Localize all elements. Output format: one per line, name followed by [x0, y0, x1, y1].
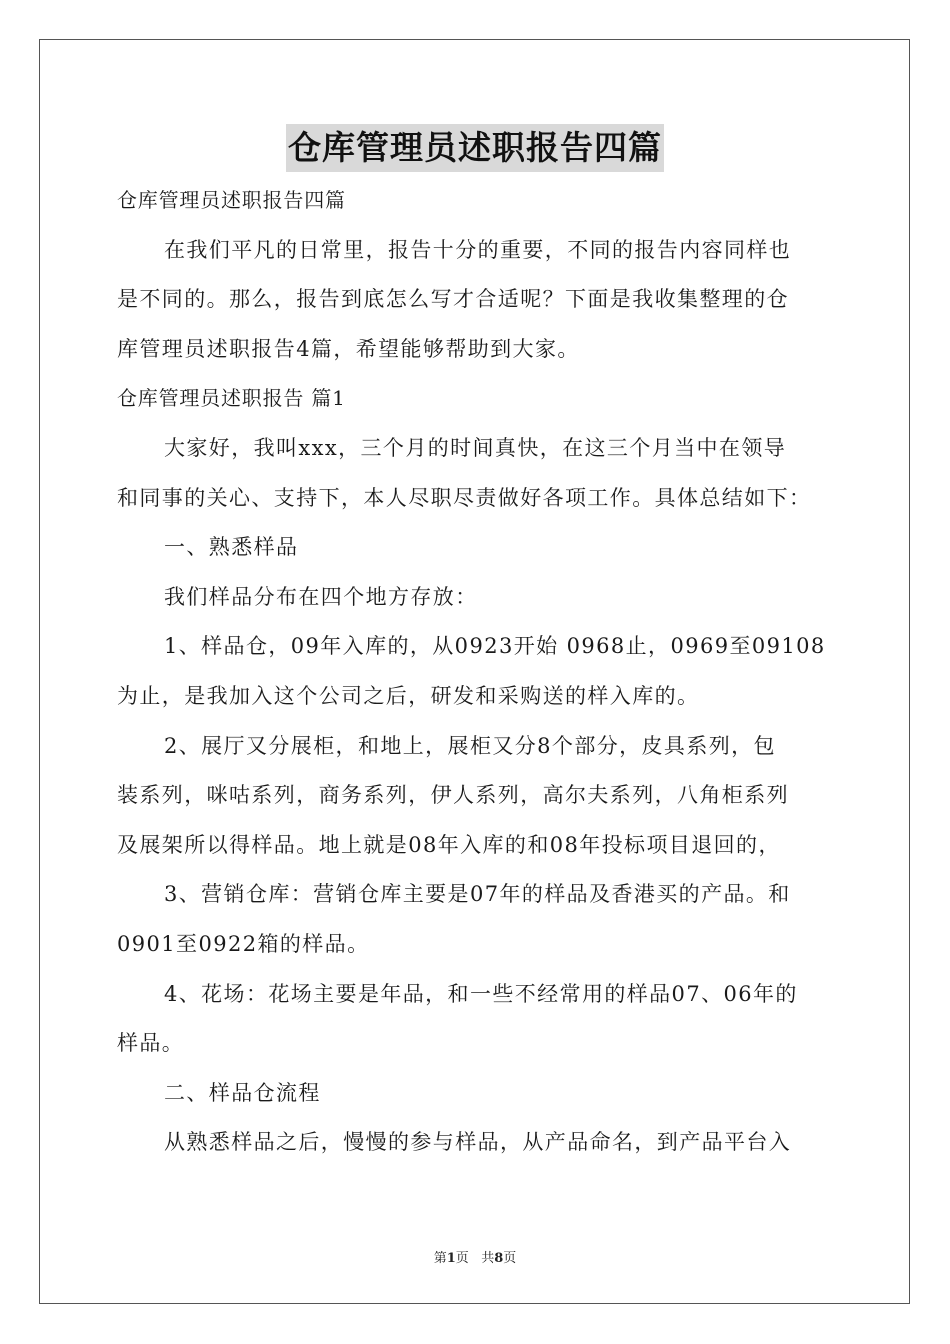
section-heading: 仓库管理员述职报告四篇 [117, 188, 346, 212]
paragraph-line: 及展架所以得样品。地上就是08年入库的和08年投标项目退回的， [117, 832, 781, 857]
footer-page-suffix: 页 [455, 1251, 469, 1266]
document-title: 仓库管理员述职报告四篇 [286, 124, 664, 172]
footer-total-suffix: 页 [503, 1251, 517, 1266]
paragraph-line: 在我们平凡的日常里，报告十分的重要，不同的报告内容同样也 [164, 237, 792, 262]
paragraph-line: 我们样品分布在四个地方存放： [164, 584, 478, 609]
paragraph-line: 和同事的关心、支持下，本人尽职尽责做好各项工作。具体总结如下： [117, 485, 812, 510]
paragraph-line: 二、样品仓流程 [164, 1080, 321, 1105]
paragraph-line: 2、展厅又分展柜，和地上，展柜又分8个部分，皮具系列，包 [164, 733, 776, 758]
paragraph-line: 大家好，我叫xxx，三个月的时间真快，在这三个月当中在领导 [164, 435, 787, 460]
footer-total-prefix: 共 [481, 1251, 495, 1266]
section-heading: 仓库管理员述职报告 篇1 [117, 386, 346, 411]
paragraph-line: 是不同的。那么，报告到底怎么写才合适呢？下面是我收集整理的仓 [117, 287, 789, 312]
footer-page-number: 1 [446, 1251, 456, 1266]
paragraph-line: 0901至0922箱的样品。 [117, 931, 370, 956]
paragraph-line: 装系列，咪咕系列，商务系列，伊人系列，高尔夫系列，八角柜系列 [117, 783, 789, 808]
paragraph-line: 一、熟悉样品 [164, 535, 299, 560]
title-container [0, 124, 950, 172]
paragraph-line: 为止，是我加入这个公司之后，研发和采购送的样入库的。 [117, 683, 700, 708]
document-body [117, 176, 837, 1168]
paragraph-line: 库管理员述职报告4篇，希望能够帮助到大家。 [117, 336, 580, 361]
paragraph-line: 样品。 [117, 1031, 185, 1056]
paragraph-line: 4、花场：花场主要是年品，和一些不经常用的样品07、06年的 [164, 981, 798, 1006]
paragraph-line: 1、样品仓，09年入库的，从0923开始 0968止，0969至09108 [164, 634, 826, 659]
paragraph-line: 3、营销仓库：营销仓库主要是07年的样品及香港买的产品。和 [164, 882, 791, 907]
footer-total-pages: 8 [494, 1251, 504, 1266]
page-footer [0, 1247, 950, 1266]
footer-page-prefix: 第 [433, 1251, 447, 1266]
paragraph-line: 从熟悉样品之后，慢慢的参与样品，从产品命名，到产品平台入 [164, 1130, 792, 1155]
